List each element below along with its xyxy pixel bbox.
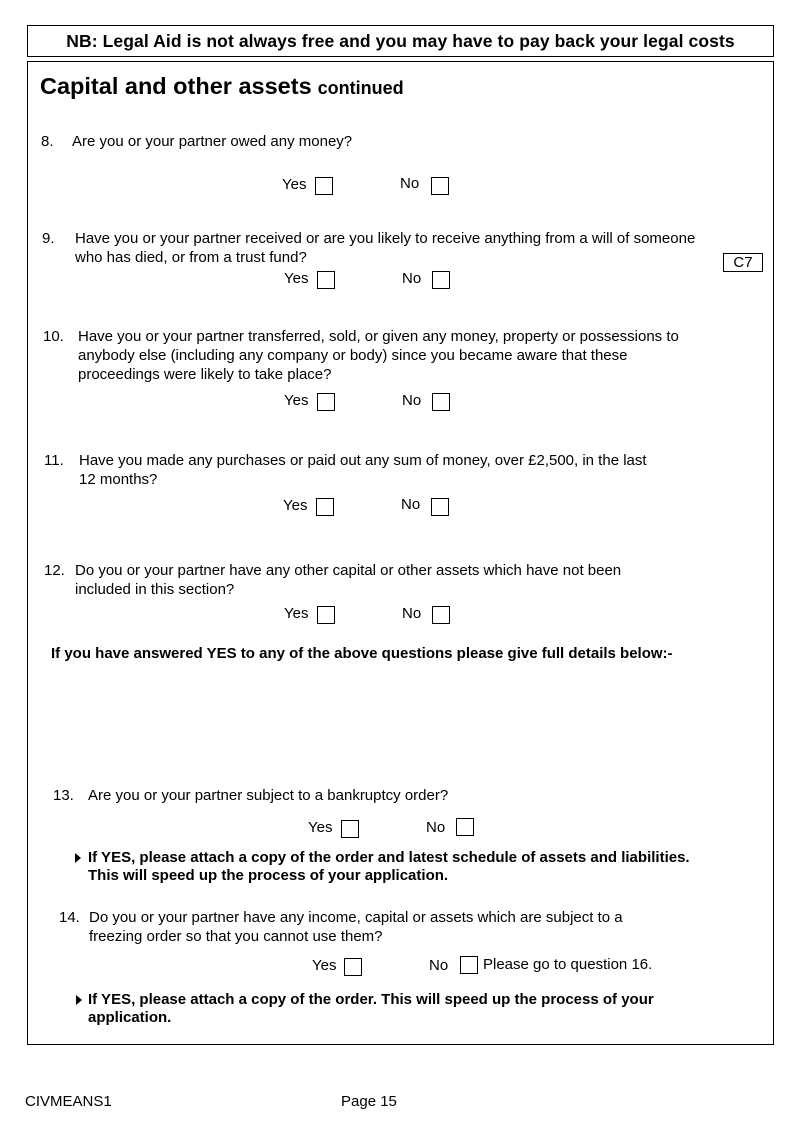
q12-text-line2: included in this section? bbox=[75, 581, 235, 598]
q13-text: Are you or your partner subject to a bankruptcy order? bbox=[88, 787, 449, 804]
form-code: CIVMEANS1 bbox=[25, 1093, 112, 1110]
q12-no-checkbox[interactable] bbox=[432, 606, 450, 624]
q13-no-label: No bbox=[426, 819, 446, 836]
q9-yes-label: Yes bbox=[284, 270, 309, 287]
q13-yes-label: Yes bbox=[308, 819, 333, 836]
q9-number: 9. bbox=[42, 230, 55, 247]
q14-no-checkbox[interactable] bbox=[460, 956, 478, 974]
q10-no-checkbox[interactable] bbox=[432, 393, 450, 411]
legal-costs-banner: NB: Legal Aid is not always free and you may have to pay back your legal costs bbox=[27, 25, 774, 57]
q14-no-label: No bbox=[429, 957, 449, 974]
q8-yes-label: Yes bbox=[282, 176, 307, 193]
q13-note-line1: If YES, please attach a copy of the order and latest schedule of assets and liabilities. bbox=[88, 849, 690, 866]
details-answer-area[interactable] bbox=[40, 670, 760, 770]
q14-note-line2: application. bbox=[88, 1009, 172, 1026]
section-continued: continued bbox=[317, 78, 404, 98]
q9-code-box: C7 bbox=[723, 253, 763, 272]
q14-number: 14. bbox=[59, 909, 80, 926]
bullet-arrow-icon bbox=[75, 853, 81, 863]
q14-yes-checkbox[interactable] bbox=[344, 958, 362, 976]
q11-number: 11. bbox=[44, 452, 64, 469]
q8-text: Are you or your partner owed any money? bbox=[72, 133, 353, 150]
q11-yes-checkbox[interactable] bbox=[316, 498, 334, 516]
q12-text-line1: Do you or your partner have any other capital or other assets which have not been bbox=[75, 562, 622, 579]
q13-number: 13. bbox=[53, 787, 74, 804]
q9-yes-checkbox[interactable] bbox=[317, 271, 335, 289]
q11-no-checkbox[interactable] bbox=[431, 498, 449, 516]
q10-text-line1: Have you or your partner transferred, sold, or given any money, property or possessions to bbox=[78, 328, 679, 345]
q12-yes-checkbox[interactable] bbox=[317, 606, 335, 624]
page-number: Page 15 bbox=[341, 1093, 397, 1110]
q13-yes-checkbox[interactable] bbox=[341, 820, 359, 838]
q9-text-line1: Have you or your partner received or are you likely to receive anything from a will of someone bbox=[75, 230, 696, 247]
section-title-text: Capital and other assets bbox=[40, 73, 312, 99]
q14-yes-label: Yes bbox=[312, 957, 337, 974]
q10-text-line3: proceedings were likely to take place? bbox=[78, 366, 332, 383]
q12-yes-label: Yes bbox=[284, 605, 309, 622]
q9-no-checkbox[interactable] bbox=[432, 271, 450, 289]
q11-text-line1: Have you made any purchases or paid out any sum of money, over £2,500, in the last bbox=[79, 452, 647, 469]
q14-no-hint: Please go to question 16. bbox=[483, 956, 653, 973]
bullet-arrow-icon bbox=[76, 995, 82, 1005]
q9-text-line2: who has died, or from a trust fund? bbox=[75, 249, 307, 266]
q11-text-line2: 12 months? bbox=[79, 471, 158, 488]
q13-no-checkbox[interactable] bbox=[456, 818, 474, 836]
q12-no-label: No bbox=[402, 605, 422, 622]
q8-no-checkbox[interactable] bbox=[431, 177, 449, 195]
section-title bbox=[40, 73, 404, 100]
q10-number: 10. bbox=[43, 328, 64, 345]
q8-yes-checkbox[interactable] bbox=[315, 177, 333, 195]
q10-text-line2: anybody else (including any company or body) since you became aware that these bbox=[78, 347, 628, 364]
q11-yes-label: Yes bbox=[283, 497, 308, 514]
q8-number: 8. bbox=[41, 133, 54, 150]
section-frame bbox=[27, 61, 774, 1045]
q12-number: 12. bbox=[44, 562, 65, 579]
details-prompt: If you have answered YES to any of the above questions please give full details below:- bbox=[51, 645, 673, 662]
q10-no-label: No bbox=[402, 392, 422, 409]
q13-note-line2: This will speed up the process of your application. bbox=[88, 867, 449, 884]
q10-yes-checkbox[interactable] bbox=[317, 393, 335, 411]
q14-text-line2: freezing order so that you cannot use them? bbox=[89, 928, 383, 945]
q14-text-line1: Do you or your partner have any income, capital or assets which are subject to a bbox=[89, 909, 623, 926]
q9-no-label: No bbox=[402, 270, 422, 287]
q10-yes-label: Yes bbox=[284, 392, 309, 409]
q14-note-line1: If YES, please attach a copy of the order. This will speed up the process of your bbox=[88, 991, 654, 1008]
q11-no-label: No bbox=[401, 496, 421, 513]
q8-no-label: No bbox=[400, 175, 420, 192]
